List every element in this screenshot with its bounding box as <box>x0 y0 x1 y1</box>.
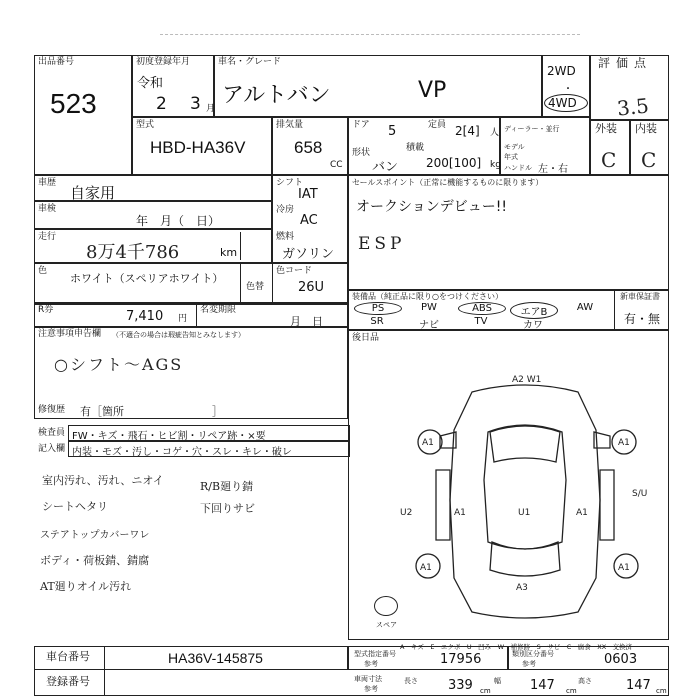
length-label: 長さ <box>404 677 418 685</box>
chassis: HA36V-145875 <box>168 650 263 666</box>
inspector-label2: 記入欄 <box>38 444 66 454</box>
color: ホワイト（スペリアホワイト） <box>70 272 224 285</box>
shift: IAT <box>298 187 318 202</box>
ac-label: 冷房 <box>276 205 295 215</box>
hw-line1: 室内汚れ、汚れ、ニオイ <box>42 474 164 487</box>
handle-label: ハンドル <box>504 164 532 172</box>
door-left <box>436 470 450 540</box>
equipment-row1-0: PS <box>354 302 402 315</box>
hw2-line1: R/B廻り錆 <box>200 480 254 493</box>
dim-label: 車両寸法 <box>354 675 382 683</box>
score: 3.5 <box>615 93 650 121</box>
load: 200[100] <box>426 156 482 170</box>
shape-label: 形状 <box>352 148 371 158</box>
recycle-label: R券 <box>38 305 54 315</box>
hw-line5: AT廻りオイル汚れ <box>40 580 132 593</box>
door-label: ドア <box>352 120 370 130</box>
ann-rl: A1 <box>420 563 432 573</box>
model-code: HBD-HA36V <box>150 138 246 157</box>
legend: A－キズ E－エクボ U－凹み W－補修跡 S－サビ C－腐食 XX－交換済 <box>400 643 633 651</box>
drive-dot: ・ <box>563 84 573 95</box>
fuel: ガソリン <box>282 247 335 262</box>
handle: 左・右 <box>538 164 568 175</box>
inspection-label: 車検 <box>38 204 57 214</box>
ann-left: U2 <box>400 508 413 518</box>
displacement: 658 <box>294 138 323 157</box>
exterior-grade: C <box>601 148 617 172</box>
car-roof <box>484 425 566 549</box>
color-change-label: 色替 <box>246 282 265 292</box>
first-reg-label: 初度登録年月 <box>136 57 191 67</box>
interior-grade: C <box>641 148 657 172</box>
spare-circle <box>374 596 398 616</box>
person-unit: 人 <box>490 128 500 138</box>
width-unit: cm <box>566 687 577 695</box>
notes-sublabel: （不適合の場合は瑕疵告知とみなします） <box>112 331 245 339</box>
ann-left-panel: A1 <box>454 508 466 518</box>
ann-top: A2 W1 <box>512 375 542 385</box>
inspector-row2: 内装・モズ・汚し・コゲ・穴・スレ・キレ・破レ <box>72 447 292 458</box>
yen-unit: 円 <box>178 314 188 324</box>
displacement-label: 排気量 <box>276 120 304 130</box>
model-label: 車名・グレード <box>218 57 282 67</box>
rear-label: 後日品 <box>352 333 380 343</box>
ac: AC <box>300 213 318 228</box>
designation-label: 名変期限 <box>200 305 237 315</box>
equipment-row1-2: ABS <box>458 302 506 315</box>
shift-label: シフト <box>276 178 304 188</box>
kg-unit: kg <box>490 160 501 170</box>
hw2-line2: 下回りサビ <box>200 502 255 515</box>
ann-rr: A1 <box>618 563 630 573</box>
capacity-label: 定員 <box>428 120 447 130</box>
length-unit: cm <box>480 687 491 695</box>
reg-month: 3 <box>190 94 201 114</box>
hw-line2: シートヘタリ <box>42 500 108 513</box>
manual-label: 新車保証書 <box>620 292 660 301</box>
score-label: 評価点 <box>598 56 653 70</box>
windshield <box>490 426 560 462</box>
spare-label: スペア <box>376 621 397 629</box>
lot-label: 出品番号 <box>38 57 75 67</box>
equipment-row2-2: TV <box>474 316 488 327</box>
top-header-faint <box>160 34 580 46</box>
width: 147 <box>530 678 555 693</box>
hw-line4: ボディ・荷板錆、錆腐 <box>40 554 150 567</box>
equipment-label: 装備品（純正品に限り○をつけください） <box>352 292 503 301</box>
color-label: 色 <box>38 266 48 276</box>
equipment-row2-1: ナビ <box>419 320 439 331</box>
inspection: 年 月（ 日） <box>136 214 221 228</box>
color-code-sep <box>272 263 273 303</box>
repair-value: 有［箇所 ］ <box>80 405 223 418</box>
model-no-ref: 参考 <box>364 660 378 668</box>
class-no: 0603 <box>604 652 638 667</box>
color-sep <box>240 263 241 303</box>
equipment-row2-3: カワ <box>523 320 543 331</box>
mileage-label: 走行 <box>38 232 57 242</box>
exterior-label: 外装 <box>595 122 617 135</box>
inspector-label: 検査員 <box>38 428 66 438</box>
model-year-label: モデル年式 <box>504 143 525 161</box>
equipment-row2-0: SR <box>370 316 384 327</box>
lot-number: 523 <box>50 88 97 119</box>
recycle-fee: 7,410 <box>126 309 164 324</box>
mileage: 8万4千786 <box>86 242 180 263</box>
equipment-sep <box>614 290 615 330</box>
color-code: 26U <box>298 280 325 295</box>
chassis-label: 車台番号 <box>46 650 90 663</box>
drive-4wd: 4WD <box>548 96 577 110</box>
drive-2wd: 2WD <box>547 64 576 78</box>
history: 自家用 <box>70 184 116 202</box>
sales-point-line2: ESP <box>358 234 406 254</box>
ann-right: S/U <box>632 489 648 499</box>
class-no-label: 類別区分番号 <box>512 650 554 658</box>
mileage-sep <box>240 232 241 260</box>
height: 147 <box>626 678 651 693</box>
ann-fr: A1 <box>618 438 630 448</box>
chassis-sep <box>104 646 105 696</box>
sales-point-label: セールスポイント（正常に機能するものに限ります） <box>352 178 544 187</box>
notes-label: 注意事項申告欄 <box>38 329 102 339</box>
reg-label: 登録番号 <box>46 675 90 688</box>
fuel-label: 燃料 <box>276 232 295 242</box>
inspector-row1: FW・キズ・飛石・ヒビ割・リペア跡・×要 <box>72 431 266 442</box>
cc-unit: CC <box>330 160 343 170</box>
shape: バン <box>372 160 399 175</box>
repair-label: 修復歴 <box>38 405 66 415</box>
length: 339 <box>448 678 473 693</box>
load-label: 積載 <box>406 143 425 153</box>
notes-note: ○シフト～AGS <box>54 355 184 374</box>
doors: 5 <box>388 124 397 139</box>
width-label: 幅 <box>494 677 501 685</box>
door-right <box>600 470 614 540</box>
rear-window <box>490 542 560 576</box>
capacity: 2[4] <box>455 124 480 138</box>
height-unit: cm <box>656 687 667 695</box>
recycle-sep <box>196 303 197 327</box>
dealer-label: ディーラー・並行 <box>504 125 560 133</box>
car-diagram <box>400 370 650 630</box>
ann-fl: A1 <box>422 438 434 448</box>
class-no-ref: 参考 <box>522 660 536 668</box>
hw-line3: ステアトップカバーワレ <box>40 530 150 541</box>
designation-value: 月 日 <box>290 315 323 328</box>
grade: VP <box>418 78 447 103</box>
model-no-label: 型式指定番号 <box>354 650 396 658</box>
car-name: アルトバン <box>222 83 331 108</box>
type-label: 型式 <box>136 120 155 130</box>
ann-right-panel: A1 <box>576 508 588 518</box>
height-label: 高さ <box>578 677 592 685</box>
reg-year: 2 <box>156 94 167 114</box>
sales-point-box <box>348 175 669 290</box>
dim-ref: 参考 <box>364 685 378 693</box>
era: 令和 <box>137 76 164 91</box>
manual-value: 有・無 <box>624 312 661 326</box>
interior-label: 内装 <box>635 122 657 135</box>
ann-rear: A3 <box>516 583 528 593</box>
equipment-row1-4: AW <box>576 302 594 313</box>
ann-center: U1 <box>518 508 531 518</box>
equipment-row1-1: PW <box>421 302 437 313</box>
month-unit: 月 <box>206 104 216 114</box>
km-unit: km <box>220 246 238 259</box>
model-no: 17956 <box>440 652 482 667</box>
sales-point-line1: オークションデビュー!! <box>356 199 507 215</box>
color-code-label: 色コード <box>276 266 313 276</box>
history-label: 車歴 <box>38 178 57 188</box>
equipment-row1-3: エアB <box>510 302 558 319</box>
